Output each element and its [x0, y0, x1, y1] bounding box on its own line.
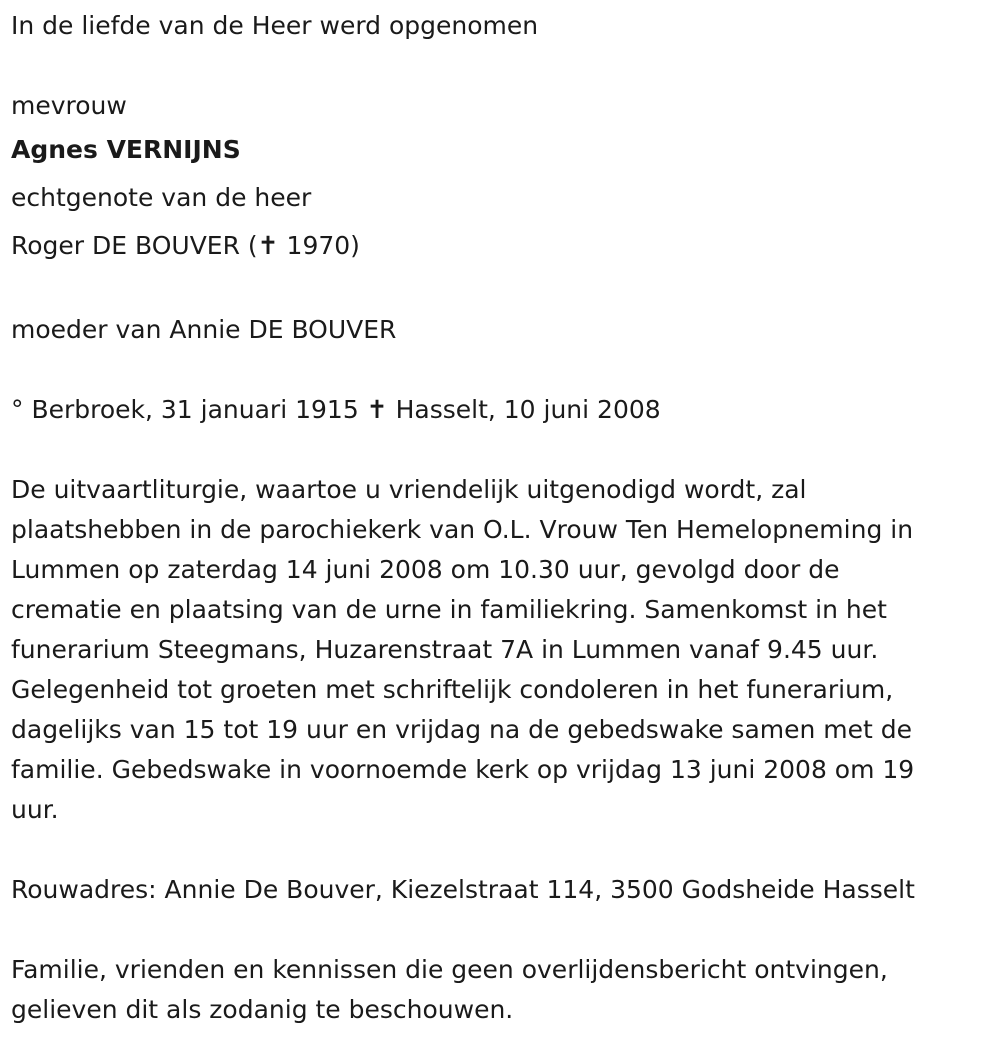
spouse-label: echtgenote van de heer	[11, 183, 312, 212]
honorific: mevrouw	[11, 91, 127, 120]
funeral-details	[11, 470, 1000, 830]
funeral-line: plaatshebben in de parochiekerk van O.L. Vrouw Ten Hemelopneming in	[11, 515, 914, 544]
closing-remark	[11, 950, 1000, 1030]
funeral-line: Lummen op zaterdag 14 juni 2008 om 10.30 uur, gevolgd door de	[11, 555, 840, 584]
closing-line: Familie, vrienden en kennissen die geen overlijdensbericht ontvingen,	[11, 955, 888, 984]
mourning-address: Rouwadres: Annie De Bouver, Kiezelstraat 114, 3500 Godsheide Hasselt	[11, 875, 915, 904]
deceased-name: Agnes VERNIJNS	[11, 135, 241, 164]
spacer	[11, 350, 1000, 390]
closing-line: gelieven dit als zodanig te beschouwen.	[11, 995, 514, 1024]
spouse-name: Roger DE BOUVER (✝ 1970)	[11, 231, 360, 260]
funeral-line: familie. Gebedswake in voornoemde kerk op vrijdag 13 juni 2008 om 19	[11, 755, 915, 784]
funeral-line: Gelegenheid tot groeten met schriftelijk condoleren in het funerarium,	[11, 675, 894, 704]
intro-text: In de liefde van de Heer werd opgenomen	[11, 11, 539, 40]
birth-death-dates: ° Berbroek, 31 januari 1915 ✝ Hasselt, 10 juni 2008	[11, 395, 661, 424]
spacer	[11, 430, 1000, 470]
spacer	[11, 910, 1000, 950]
funeral-line: dagelijks van 15 tot 19 uur en vrijdag na de gebedswake samen met de	[11, 715, 913, 744]
spacer	[11, 270, 1000, 310]
funeral-line: funerarium Steegmans, Huzarenstraat 7A in Lummen vanaf 9.45 uur.	[11, 635, 879, 664]
child-text: moeder van Annie DE BOUVER	[11, 315, 397, 344]
funeral-line: De uitvaartliturgie, waartoe u vriendelijk uitgenodigd wordt, zal	[11, 475, 807, 504]
spacer	[11, 830, 1000, 870]
spacer	[11, 46, 1000, 86]
funeral-line: uur.	[11, 795, 59, 824]
funeral-line: crematie en plaatsing van de urne in familiekring. Samenkomst in het	[11, 595, 887, 624]
